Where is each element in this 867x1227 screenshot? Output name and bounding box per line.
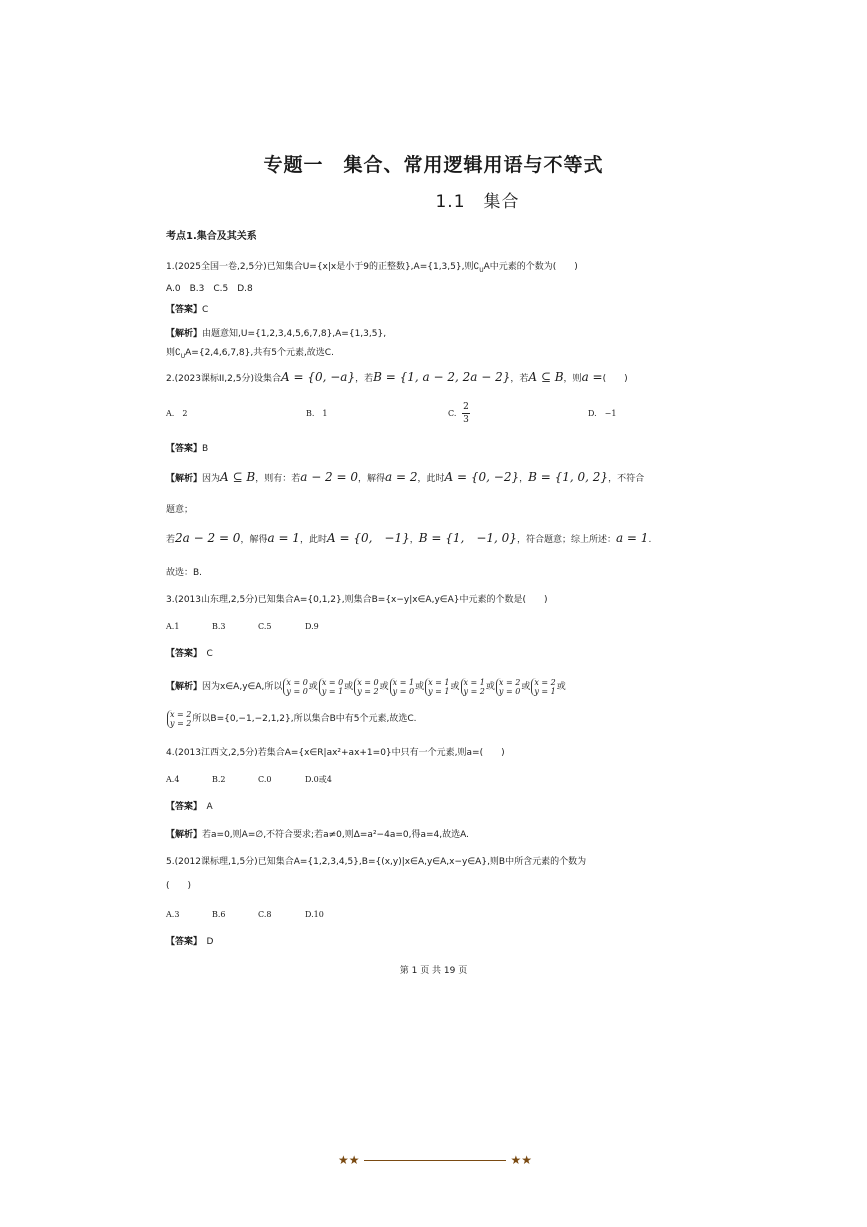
pair-y: y = 1 xyxy=(534,686,556,696)
q4-answer xyxy=(166,801,213,813)
pair-y: y = 1 xyxy=(321,686,344,696)
q3-option-b: B.3 xyxy=(212,622,226,631)
pair-y: y = 2 xyxy=(463,686,485,696)
answer-label: 【答案】 xyxy=(166,802,198,812)
q5-paren: ( ) xyxy=(166,881,192,891)
or-connector: 或 xyxy=(308,682,318,692)
q2-an3-final: a = 1 xyxy=(615,531,649,545)
q2-answer-value: B xyxy=(202,444,209,454)
q3-pair xyxy=(425,678,449,696)
q2-set-b: B = {1, a − 2, 2a − 2} xyxy=(373,370,511,384)
fraction-denominator: 3 xyxy=(463,415,469,425)
or-connector: 或 xyxy=(344,682,354,692)
or-connector: 或 xyxy=(556,682,566,692)
q2-an3-pre: 若 xyxy=(166,535,176,545)
q2-stem-mid-2: ，若 xyxy=(510,374,529,384)
q3-pair-list xyxy=(282,677,566,696)
q3-option-a: A.1 xyxy=(166,622,180,631)
pair-y: y = 0 xyxy=(286,686,308,696)
or-connector: 或 xyxy=(521,682,531,692)
q3-answer xyxy=(166,648,213,660)
chapter-title: 专题一 集合、常用逻辑用语与不等式 xyxy=(263,154,604,176)
q2-an1-set-a: A = {0, −2} xyxy=(444,470,520,484)
fraction-numerator: 2 xyxy=(463,402,469,412)
q1-answer xyxy=(166,304,208,316)
analysis-label: 【解析】 xyxy=(166,474,203,484)
q3-an-end: 所以B={0,−1,−2,1,2},所以集合B中有5个元素,故选C. xyxy=(192,714,417,724)
q3-an-pre: 因为x∈A,y∈A,所以 xyxy=(202,682,283,692)
pair-x: x = 0 xyxy=(321,677,344,687)
q1-stem-tail: A中元素的个数为( ) xyxy=(483,262,578,272)
q3-analysis-2 xyxy=(166,708,417,730)
q3-option-c: C.5 xyxy=(258,622,272,631)
q4-analysis-text: 若a=0,则A=∅,不符合要求;若a≠0,则Δ=a²−4a=0,得a=4,故选A. xyxy=(202,830,469,840)
q4-stem: 4.(2013江西文,2,5分)若集合A={x∈R|ax²+ax+1=0}中只有一个元素,则a=( ) xyxy=(166,748,505,758)
page-footer: 第 1 页 共 19 页 xyxy=(399,966,468,976)
answer-label: 【答案】 xyxy=(166,305,203,315)
q2-an1-subset: A ⊆ B xyxy=(220,470,256,484)
q1-analysis-sub: U xyxy=(180,352,186,360)
q4-analysis xyxy=(166,829,469,841)
section-subtitle: 1.1 集合 xyxy=(435,192,520,212)
pair-y: y = 0 xyxy=(392,686,415,696)
pair-y: y = 0 xyxy=(498,686,521,696)
q2-an1-c: ，此时 xyxy=(417,474,445,484)
q1-analysis-1 xyxy=(166,328,386,340)
q2-an3-set-b: B = {1, −1, 0} xyxy=(418,531,517,545)
pair-x: x = 0 xyxy=(357,677,379,687)
q3-last-pair xyxy=(167,710,191,728)
answer-label: 【答案】 xyxy=(166,937,198,947)
q2-an1-comma: ， xyxy=(519,474,529,484)
q5-stem: 5.(2012课标理,1,5分)已知集合A={1,2,3,4,5},B={(x,y)|x∈A,y∈A,x−y∈A},则B中所含元素的个数为 xyxy=(166,857,587,867)
q2-an3-comma: ， xyxy=(409,535,419,545)
analysis-label: 【解析】 xyxy=(166,682,203,692)
or-connector: 或 xyxy=(485,682,495,692)
q2-an1-pre: 因为 xyxy=(202,474,221,484)
q5-option-d: D.10 xyxy=(305,910,324,919)
q2-an3-dot: . xyxy=(648,535,652,545)
q2-an1-b: ，解得 xyxy=(358,474,386,484)
pair-y: y = 2 xyxy=(357,686,379,696)
q1-analysis-text-2: A={2,4,6,7,8},共有5个元素,故选C. xyxy=(185,348,334,358)
pair-y: y = 1 xyxy=(428,686,450,696)
q3-stem: 3.(2013山东理,2,5分)已知集合A={0,1,2},则集合B={x−y|x∈A,y∈A}中元素的个数是( ) xyxy=(166,595,548,605)
q2-analysis-3 xyxy=(166,532,651,546)
q3-pair xyxy=(496,678,520,696)
q2-analysis-4: 故选：B. xyxy=(166,568,203,578)
q2-stem-end: ，则 xyxy=(563,374,582,384)
q2-option-a: A. 2 xyxy=(166,409,188,418)
q2-an1-sol: a = 2 xyxy=(385,470,418,484)
q1-analysis-text-1: 由题意知,U={1,2,3,4,5,6,7,8},A={1,3,5}, xyxy=(202,329,387,339)
pair-x: x = 0 xyxy=(286,677,308,687)
q5-option-a: A.3 xyxy=(166,910,180,919)
q2-a-eq: a = xyxy=(581,370,603,384)
q2-an3-c: ，此时 xyxy=(299,535,327,545)
q1-analysis-pre: 则∁ xyxy=(166,348,181,358)
q2-option-d: D. −1 xyxy=(588,409,617,418)
q4-option-a: A.4 xyxy=(166,775,180,784)
q1-analysis-2 xyxy=(166,347,334,363)
q2-an1-eq: a − 2 = 0 xyxy=(300,470,359,484)
q4-option-d: D.0或4 xyxy=(305,775,332,784)
ornament-rule xyxy=(364,1160,506,1161)
q2-set-a: A = {0, −a} xyxy=(281,370,356,384)
fraction-bar xyxy=(462,413,470,414)
q2-option-c-fraction xyxy=(462,402,470,425)
q3-option-d: D.9 xyxy=(305,622,319,631)
pair-x: x = 1 xyxy=(392,677,415,687)
pair-x: x = 2 xyxy=(170,709,192,719)
q2-an3-sol: a = 1 xyxy=(267,531,300,545)
q3-analysis-1 xyxy=(166,676,566,698)
or-connector: 或 xyxy=(450,682,460,692)
q2-an3-set-a: A = {0, −1} xyxy=(326,531,410,545)
pair-x: x = 1 xyxy=(428,677,450,687)
star-icon: ★★ xyxy=(510,1153,532,1167)
pair-x: x = 2 xyxy=(498,677,521,687)
q5-option-c: C.8 xyxy=(258,910,272,919)
q3-pair xyxy=(319,678,343,696)
q5-option-b: B.6 xyxy=(212,910,226,919)
q2-answer xyxy=(166,443,208,455)
q2-an3-eq: 2a − 2 = 0 xyxy=(175,531,241,545)
or-connector: 或 xyxy=(379,682,389,692)
q5-answer xyxy=(166,936,213,948)
q2-paren: ( ) xyxy=(602,374,628,384)
q5-answer-value: D xyxy=(206,937,214,947)
answer-label: 【答案】 xyxy=(166,444,203,454)
analysis-label: 【解析】 xyxy=(166,329,203,339)
q1-answer-value: C xyxy=(202,305,209,315)
q3-answer-value: C xyxy=(206,649,213,659)
footer-ornament xyxy=(338,1152,532,1168)
q2-an1-mid: ，则有：若 xyxy=(255,474,301,484)
q2-option-c: C. xyxy=(448,409,457,418)
q3-pair xyxy=(354,678,378,696)
q2-an1-end: ，不符合 xyxy=(608,474,645,484)
pair-x: x = 2 xyxy=(534,677,556,687)
q2-an3-d: ，符合题意；综上所述： xyxy=(516,535,616,545)
q1-stem-text: 1.(2025全国一卷,2,5分)已知集合U={x|x是小于9的正整数},A={1,3,5},则∁ xyxy=(166,262,480,272)
q1-stem xyxy=(166,261,578,277)
pair-x: x = 1 xyxy=(463,677,485,687)
answer-label: 【答案】 xyxy=(166,649,198,659)
q2-option-b: B. 1 xyxy=(306,409,328,418)
or-connector: 或 xyxy=(415,682,425,692)
analysis-label: 【解析】 xyxy=(166,830,203,840)
q1-options: A.0 B.3 C.5 D.8 xyxy=(166,284,253,294)
q3-pair xyxy=(390,678,414,696)
q2-subset: A ⊆ B xyxy=(528,370,564,384)
q2-stem-mid: ，若 xyxy=(355,374,374,384)
q4-answer-value: A xyxy=(206,802,213,812)
pair-y: y = 2 xyxy=(170,718,192,728)
q2-an1-set-b: B = {1, 0, 2} xyxy=(528,470,609,484)
q1-complement-sub: U xyxy=(479,266,484,274)
q2-analysis-2: 题意； xyxy=(166,505,194,515)
q4-option-c: C.0 xyxy=(258,775,272,784)
q2-an3-b: ，解得 xyxy=(240,535,268,545)
q3-pair xyxy=(283,678,307,696)
q2-stem xyxy=(166,371,628,385)
q3-pair xyxy=(531,678,555,696)
star-icon: ★★ xyxy=(338,1153,360,1167)
q2-stem-pre: 2.(2023课标II,2,5分)设集合 xyxy=(166,374,281,384)
q4-option-b: B.2 xyxy=(212,775,226,784)
q3-pair xyxy=(461,678,485,696)
q2-analysis-1 xyxy=(166,471,644,485)
topic-heading: 考点1.集合及其关系 xyxy=(166,231,257,242)
